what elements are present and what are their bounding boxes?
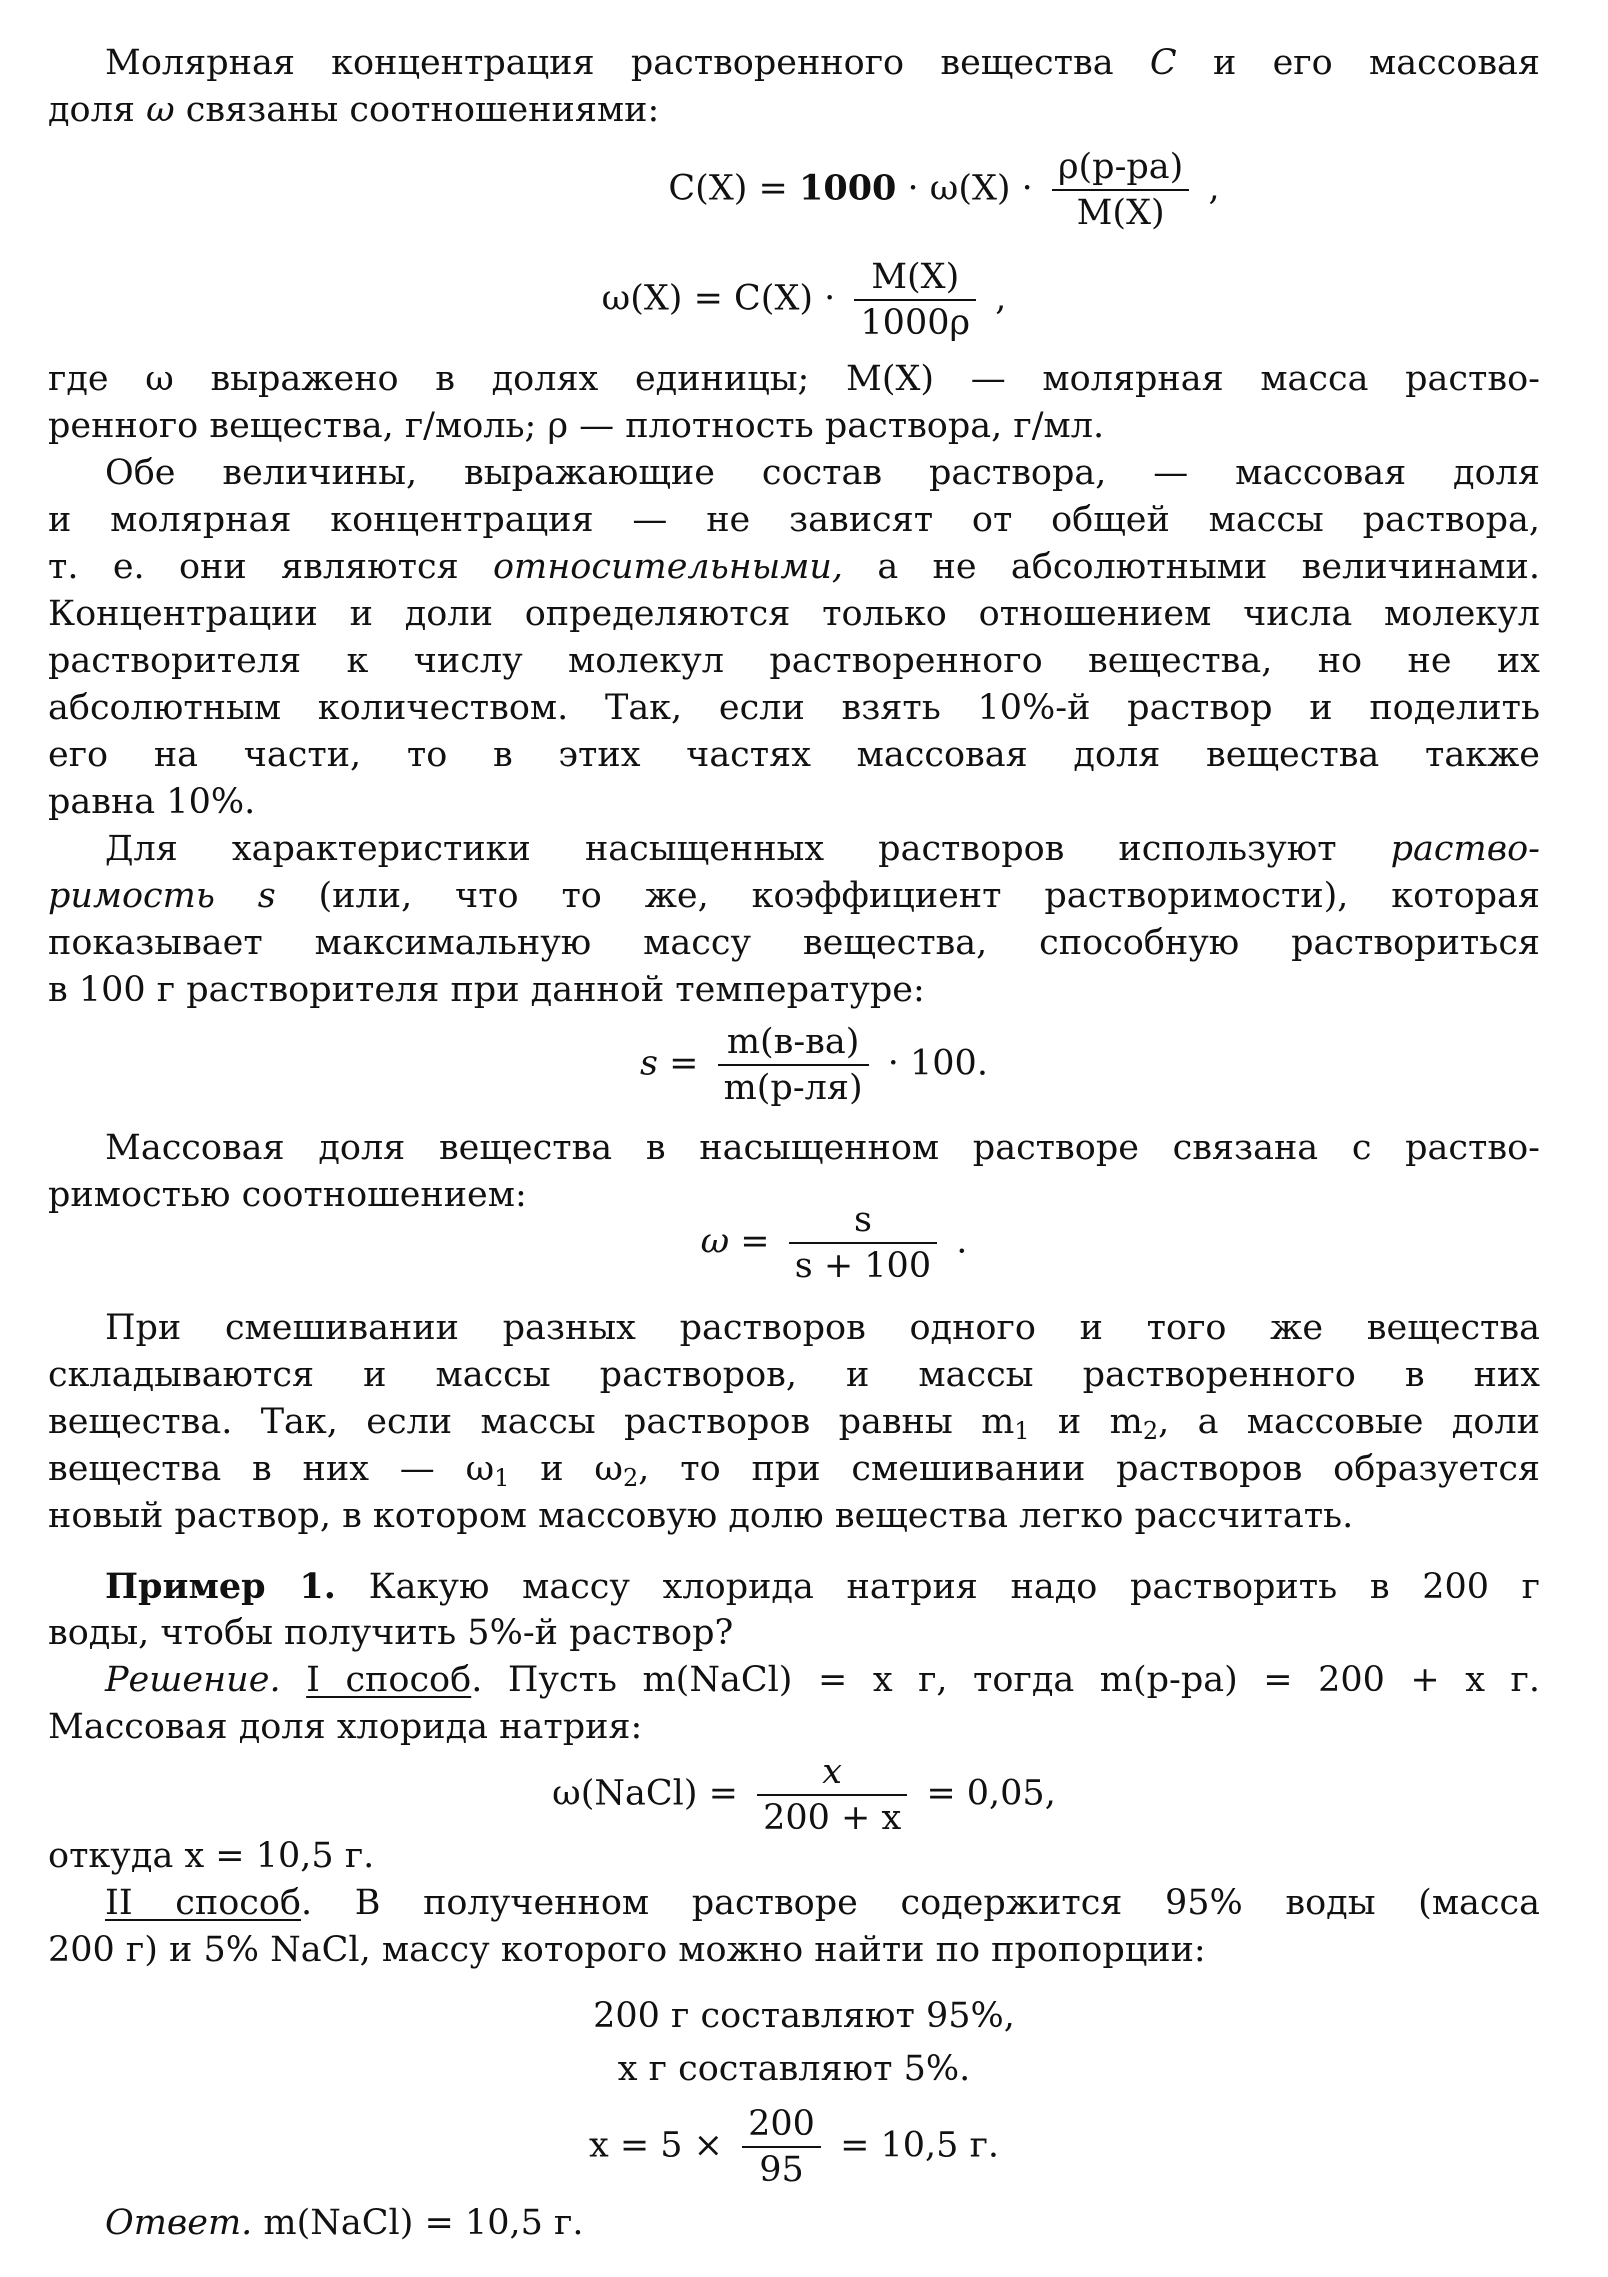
method2-line-1: II способ. В полученном растворе содержится 95% воды (масса	[105, 1883, 1540, 1923]
para5-line-5: новый раствор, в котором массовую долю вещества легко рассчитать.	[48, 1496, 1354, 1536]
formula-molar-concentration: C(X) = 1000 · ω(X) · $\frac{\rho(р-ра)}{M(X)}$ ,	[668, 147, 1220, 233]
para3-line-2: римость s (или, что то же, коэффициент растворимости), которая	[48, 876, 1540, 916]
para5-line-3: вещества. Так, если массы растворов равны $m_1$ и $m_2$, а массовые доли	[48, 1402, 1540, 1445]
para4-line-2: римостью соотношением:	[48, 1175, 527, 1215]
solution-line-2: Массовая доля хлорида натрия:	[48, 1707, 643, 1747]
para2-line-5: растворителя к числу молекул растворенного вещества, но не их	[48, 641, 1540, 681]
para4-line-1: Массовая доля вещества в насыщенном растворе связана с раство-	[105, 1128, 1540, 1168]
whence-line: откуда x = 10,5 г.	[48, 1836, 375, 1876]
formula-solubility: s = $\frac{m(в-ва)}{m(р-ля)}$ · 100.	[640, 1022, 988, 1108]
para2-line-4: Концентрации и доли определяются только отношением числа молекул	[48, 594, 1540, 634]
fraction: $\frac{M(X)}{1000\rho}$	[854, 255, 976, 345]
formula-mass-fraction: ω(X) = C(X) · $\frac{M(X)}{1000\rho}$ ,	[601, 257, 1007, 343]
proportion-line-3: x = 5 × $\frac{200}{95}$ = 10,5 г.	[588, 2104, 1000, 2190]
para2-line-2: и молярная концентрация — не зависят от общей массы раствора,	[48, 500, 1540, 540]
example-line-2: воды, чтобы получить 5%-й раствор?	[48, 1613, 734, 1653]
fraction: $\frac{200}{95}$	[742, 2102, 821, 2192]
para5-line-2: складываются и массы растворов, и массы растворенного в них	[48, 1355, 1540, 1395]
proportion-line-2: x г составляют 5%.	[617, 2049, 971, 2089]
para5-line-4: вещества в них — $\omega_1$ и $\omega_2$, то при смешивании растворов образуется	[48, 1449, 1541, 1492]
fraction: $\frac{\rho(р-ра)}{M(X)}$	[1052, 145, 1189, 235]
para3-line-4: в 100 г растворителя при данной температуре:	[48, 970, 925, 1010]
fraction: $\frac{s}{s + 100}$	[789, 1198, 937, 1288]
intro-line-2: доля ω связаны соотношениями:	[48, 90, 660, 130]
fraction: $\frac{m(в-ва)}{m(р-ля)}$	[718, 1020, 869, 1110]
formula-saturated-fraction: ω = $\frac{s}{s + 100}$ .	[700, 1200, 968, 1286]
proportion-line-1: 200 г составляют 95%,	[593, 1996, 1015, 2036]
where-line-1: где ω выражено в долях единицы; M(X) — молярная масса раство-	[48, 359, 1540, 399]
example-line-1: Пример 1. Какую массу хлорида натрия надо растворить в 200 г	[105, 1566, 1540, 1607]
para2-line-1: Обе величины, выражающие состав раствора, — массовая доля	[105, 453, 1540, 493]
para5-line-1: При смешивании разных растворов одного и того же вещества	[105, 1308, 1540, 1348]
para2-line-3: т. е. они являются относительными, а не абсолютными величинами.	[48, 547, 1540, 587]
para2-line-6: абсолютным количеством. Так, если взять 10%-й раствор и поделить	[48, 688, 1540, 728]
intro-line-1: Молярная концентрация растворенного вещества C и его массовая	[105, 43, 1540, 83]
fraction: $\frac{x}{200 + x}$	[757, 1750, 907, 1840]
solution-line-1: Решение. I способ. Пусть m(NaCl) = x г, тогда m(р-ра) = 200 + x г.	[105, 1660, 1540, 1700]
where-line-2: ренного вещества, г/моль; ρ — плотность раствора, г/мл.	[48, 406, 1105, 446]
para3-line-3: показывает максимальную массу вещества, способную раствориться	[48, 923, 1540, 963]
para2-line-8: равна 10%.	[48, 782, 256, 822]
formula-nacl-fraction: ω(NaCl) = $\frac{x}{200 + x}$ = 0,05,	[552, 1752, 1056, 1838]
method2-line-2: 200 г) и 5% NaCl, массу которого можно найти по пропорции:	[48, 1930, 1206, 1970]
para2-line-7: его на части, то в этих частях массовая доля вещества также	[48, 735, 1540, 775]
answer-line: Ответ. m(NaCl) = 10,5 г.	[105, 2203, 584, 2243]
para3-line-1: Для характеристики насыщенных растворов используют раство-	[105, 829, 1540, 869]
